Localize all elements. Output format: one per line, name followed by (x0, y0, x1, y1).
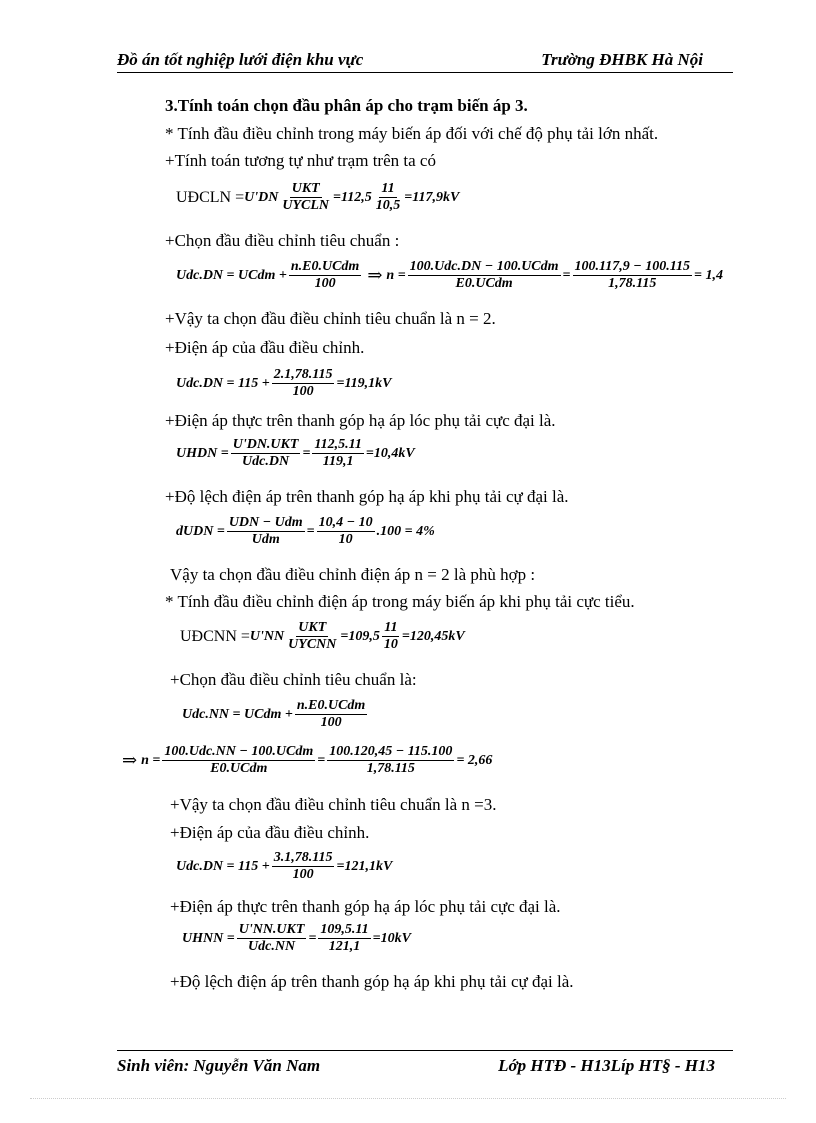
equation-3: Udc.DN = 115 + $\frac{2.1,78.115}{100}$ =119,1kV (176, 367, 392, 399)
text-line: +Chọn đầu điều chỉnh tiêu chuẩn : (165, 231, 400, 250)
text-line: +Điện áp của đầu điều chỉnh. (165, 338, 365, 357)
text-line: +Độ lệch điện áp trên thanh góp hạ áp khi phụ tải cự đại là. (170, 972, 574, 991)
equation-9: Udc.DN = 115 + $\frac{3.1,78.115}{100}$ =121,1kV (176, 850, 393, 882)
text-line: +Điện áp của đầu điều chỉnh. (170, 823, 370, 842)
text-line: +Điện áp thực trên thanh góp hạ áp lóc phụ tải cực đại là. (170, 897, 561, 916)
equation-7: Udc.NN = UCdm + $\frac{\text{n.E0.UCdm}}{100}$ (182, 698, 366, 730)
equation-10: UHNN = $\frac{\text{U'NN.UKT}}{\text{Udc.NN}}$ = $\frac{109,5.11}{121,1}$ =10kV (182, 922, 411, 954)
text-line: * Tính đầu điều chỉnh điện áp trong máy biến áp khi phụ tải cực tiểu. (165, 592, 635, 611)
footer-left: Sinh viên: Nguyễn Văn Nam (117, 1056, 321, 1075)
equation-6: UĐCNN = U'NN $\frac{\text{UKT}}{\text{UYCNN}}$ =109,5 $\frac{11}{10}$ =120,45kV (180, 620, 465, 652)
text-line: +Điện áp thực trên thanh góp hạ áp lóc phụ tải cực đại là. (165, 411, 556, 430)
footer-right: Lớp HTĐ - H13Líp HT§ - H13 (498, 1056, 715, 1075)
equation-8: ⇒ n = $\frac{\text{100.Udc.NN − 100.UCdm}}{\text{E0.UCdm}}$ = $\frac{100.120,45 - 115.100}{1,78.115}$ = 2,66 (122, 744, 493, 776)
text-line: +Độ lệch điện áp trên thanh góp hạ áp khi phụ tải cự đại là. (165, 487, 569, 506)
page-header (117, 50, 733, 73)
page-bottom-border (30, 1098, 786, 1099)
equation-2: Udc.DN = UCdm + $\frac{\text{n.E0.UCdm}}{100}$ ⇒ n = $\frac{\text{100.Udc.DN − 100.UCdm}}{\text{E0.UCdm}}$ = $\frac{100.117,9 - 100.115}{1,78.115}$ = 1,4 (176, 259, 723, 291)
section-title: 3.Tính toán chọn đầu phân áp cho trạm biến áp 3. (165, 96, 528, 115)
equation-1: UĐCLN = U'DN $\frac{\text{UKT}}{\text{UYCLN}}$ =112,5 $\frac{11}{10,5}$ =117,9kV (176, 181, 460, 213)
page-footer (117, 1050, 733, 1075)
text-line: Vậy ta chọn đầu điều chỉnh điện áp n = 2 là phù hợp : (170, 565, 536, 584)
equation-5: dUDN = $\frac{\text{UDN − Udm}}{\text{Udm}}$ = $\frac{10,4 - 10}{10}$ .100 = 4% (176, 515, 435, 547)
text-line: * Tính đầu điều chỉnh trong máy biến áp đối với chế độ phụ tải lớn nhất. (165, 124, 659, 143)
text-line: +Vậy ta chọn đầu điều chỉnh tiêu chuẩn là n =3. (170, 795, 497, 814)
header-right: Trường ĐHBK Hà Nội (541, 50, 703, 69)
equation-4: UHDN = $\frac{\text{U'DN.UKT}}{\text{Udc.DN}}$ = $\frac{112,5.11}{119,1}$ =10,4kV (176, 437, 415, 469)
header-left: Đồ án tốt nghiệp lưới điện khu vực (117, 50, 364, 69)
text-line: +Chọn đầu điều chỉnh tiêu chuẩn là: (170, 670, 417, 689)
text-line: +Tính toán tương tự như trạm trên ta có (165, 151, 436, 170)
text-line: +Vậy ta chọn đầu điều chỉnh tiêu chuẩn là n = 2. (165, 309, 496, 328)
